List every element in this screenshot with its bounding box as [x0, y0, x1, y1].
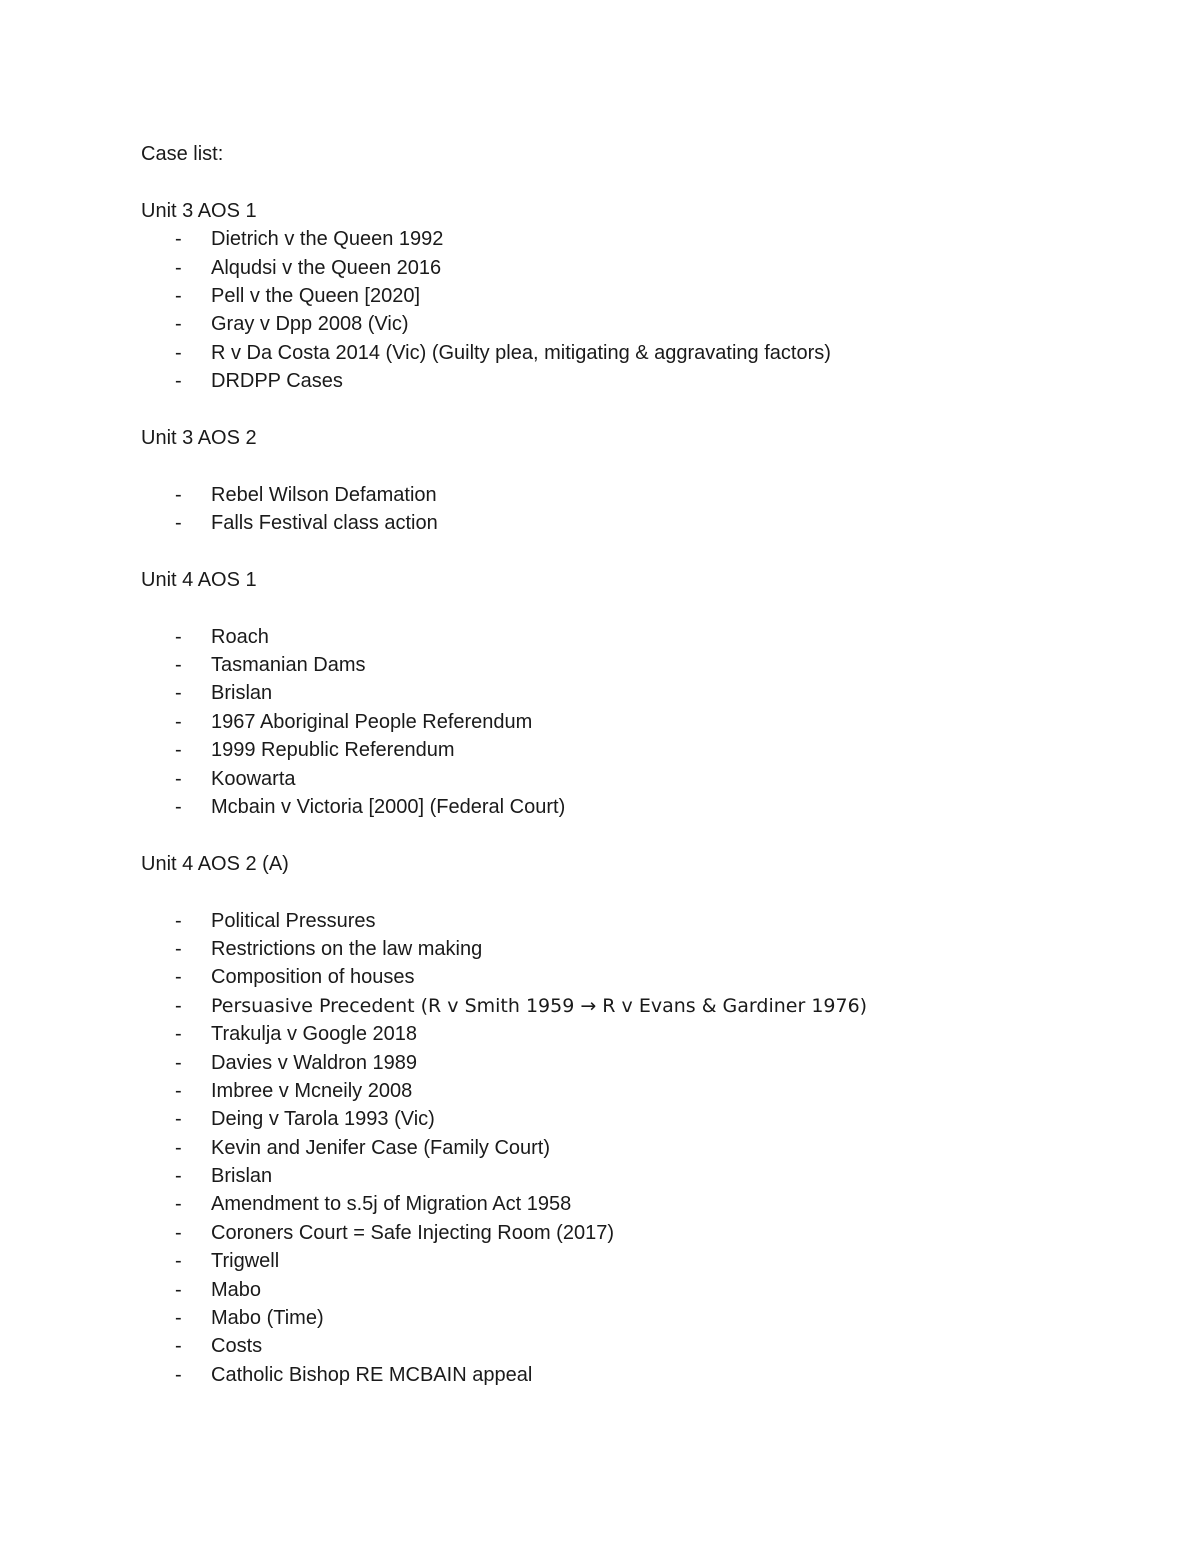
list-item	[141, 1276, 1041, 1304]
list-item	[141, 992, 1041, 1020]
list-item-text: Costs	[211, 1335, 263, 1358]
dash-bullet: -	[175, 1335, 182, 1358]
list-item	[141, 679, 1041, 707]
case-list-unit4-aos2a	[141, 907, 1041, 1390]
list-item-text: Roach	[211, 625, 269, 648]
list-item-text: Coroners Court = Safe Injecting Room (2017)	[211, 1221, 614, 1244]
document-title: Case list:	[141, 143, 224, 165]
dash-bullet: -	[175, 909, 182, 932]
list-item-text: Trigwell	[211, 1250, 280, 1273]
list-item	[141, 1077, 1041, 1105]
list-item-text: Brislan	[211, 682, 273, 705]
case-list-unit4-aos1	[141, 623, 1041, 822]
dash-bullet: -	[175, 795, 182, 818]
list-item	[141, 1134, 1041, 1162]
dash-bullet: -	[175, 937, 182, 960]
list-item-text: Mabo (Time)	[211, 1307, 324, 1330]
dash-bullet: -	[175, 483, 182, 506]
list-item	[141, 651, 1041, 679]
case-list-unit3-aos2	[141, 481, 1041, 538]
dash-bullet: -	[175, 654, 182, 677]
dash-bullet: -	[175, 1221, 182, 1244]
list-item-text: Persuasive Precedent (R v Smith 1959 → R v Evans & Gardiner 1976)	[211, 994, 868, 1017]
list-item	[141, 736, 1041, 764]
list-item	[141, 765, 1041, 793]
dash-bullet: -	[175, 512, 182, 535]
dash-bullet: -	[175, 256, 182, 279]
dash-bullet: -	[175, 1250, 182, 1273]
list-item-text: Amendment to s.5j of Migration Act 1958	[211, 1193, 572, 1216]
blank-line	[141, 537, 1041, 565]
dash-bullet: -	[175, 1136, 182, 1159]
blank-line	[141, 594, 1041, 622]
list-item	[141, 367, 1041, 395]
list-item-text: Catholic Bishop RE MCBAIN appeal	[211, 1363, 533, 1386]
dash-bullet: -	[175, 710, 182, 733]
blank-line	[141, 168, 1041, 196]
list-item-text: Davies v Waldron 1989	[211, 1051, 418, 1074]
list-item	[141, 282, 1041, 310]
list-item	[141, 963, 1041, 991]
list-item-text: R v Da Costa 2014 (Vic) (Guilty plea, mitigating & aggravating factors)	[211, 341, 831, 364]
section-heading-unit3-aos1: Unit 3 AOS 1	[141, 199, 257, 222]
dash-bullet: -	[175, 341, 182, 364]
list-item	[141, 907, 1041, 935]
list-item	[141, 254, 1041, 282]
list-item-text: Mcbain v Victoria [2000] (Federal Court)	[211, 795, 566, 818]
dash-bullet: -	[175, 682, 182, 705]
list-item-text: Kevin and Jenifer Case (Family Court)	[211, 1136, 551, 1159]
dash-bullet: -	[175, 994, 182, 1017]
list-item-text: 1999 Republic Referendum	[211, 739, 455, 762]
dash-bullet: -	[175, 767, 182, 790]
document-content	[141, 140, 1041, 1389]
list-item-text: Political Pressures	[211, 909, 376, 932]
blank-line	[141, 821, 1041, 849]
list-item	[141, 481, 1041, 509]
blank-line	[141, 396, 1041, 424]
list-item-text: Composition of houses	[211, 966, 415, 989]
dash-bullet: -	[175, 284, 182, 307]
section-heading-unit3-aos2: Unit 3 AOS 2	[141, 426, 257, 449]
list-item-text: DRDPP Cases	[211, 370, 343, 393]
list-item	[141, 1332, 1041, 1360]
list-item-text: Dietrich v the Queen 1992	[211, 228, 444, 251]
list-item	[141, 1304, 1041, 1332]
list-item	[141, 1105, 1041, 1133]
dash-bullet: -	[175, 313, 182, 336]
list-item-text: 1967 Aboriginal People Referendum	[211, 710, 533, 733]
list-item-text: Koowarta	[211, 767, 296, 790]
dash-bullet: -	[175, 1023, 182, 1046]
dash-bullet: -	[175, 1051, 182, 1074]
list-item-text: Pell v the Queen [2020]	[211, 284, 421, 307]
dash-bullet: -	[175, 739, 182, 762]
dash-bullet: -	[175, 1165, 182, 1188]
list-item-text: Brislan	[211, 1165, 273, 1188]
section-heading-unit4-aos1: Unit 4 AOS 1	[141, 568, 257, 591]
list-item-text: Tasmanian Dams	[211, 654, 366, 677]
list-item-text: Mabo	[211, 1278, 262, 1301]
list-item	[141, 793, 1041, 821]
list-item	[141, 935, 1041, 963]
list-item	[141, 225, 1041, 253]
list-item	[141, 1361, 1041, 1389]
dash-bullet: -	[175, 370, 182, 393]
section-heading-unit4-aos2a: Unit 4 AOS 2 (A)	[141, 852, 289, 875]
list-item	[141, 623, 1041, 651]
list-item-text: Trakulja v Google 2018	[211, 1023, 418, 1046]
list-item-text: Imbree v Mcneily 2008	[211, 1079, 413, 1102]
dash-bullet: -	[175, 966, 182, 989]
blank-line	[141, 878, 1041, 906]
dash-bullet: -	[175, 1363, 182, 1386]
dash-bullet: -	[175, 625, 182, 648]
list-item	[141, 1162, 1041, 1190]
dash-bullet: -	[175, 1108, 182, 1131]
dash-bullet: -	[175, 228, 182, 251]
list-item-text: Gray v Dpp 2008 (Vic)	[211, 313, 409, 336]
list-item	[141, 1247, 1041, 1275]
case-list-unit3-aos1	[141, 225, 1041, 395]
list-item-text: Alqudsi v the Queen 2016	[211, 256, 442, 279]
list-item-text: Restrictions on the law making	[211, 937, 483, 960]
list-item-text: Rebel Wilson Defamation	[211, 483, 437, 506]
list-item	[141, 509, 1041, 537]
dash-bullet: -	[175, 1307, 182, 1330]
list-item	[141, 1219, 1041, 1247]
blank-line	[141, 452, 1041, 480]
dash-bullet: -	[175, 1278, 182, 1301]
list-item	[141, 310, 1041, 338]
dash-bullet: -	[175, 1079, 182, 1102]
list-item-text: Falls Festival class action	[211, 512, 438, 535]
list-item	[141, 339, 1041, 367]
dash-bullet: -	[175, 1193, 182, 1216]
list-item	[141, 1190, 1041, 1218]
list-item	[141, 1049, 1041, 1077]
list-item-text: Deing v Tarola 1993 (Vic)	[211, 1108, 435, 1131]
list-item	[141, 1020, 1041, 1048]
list-item	[141, 708, 1041, 736]
